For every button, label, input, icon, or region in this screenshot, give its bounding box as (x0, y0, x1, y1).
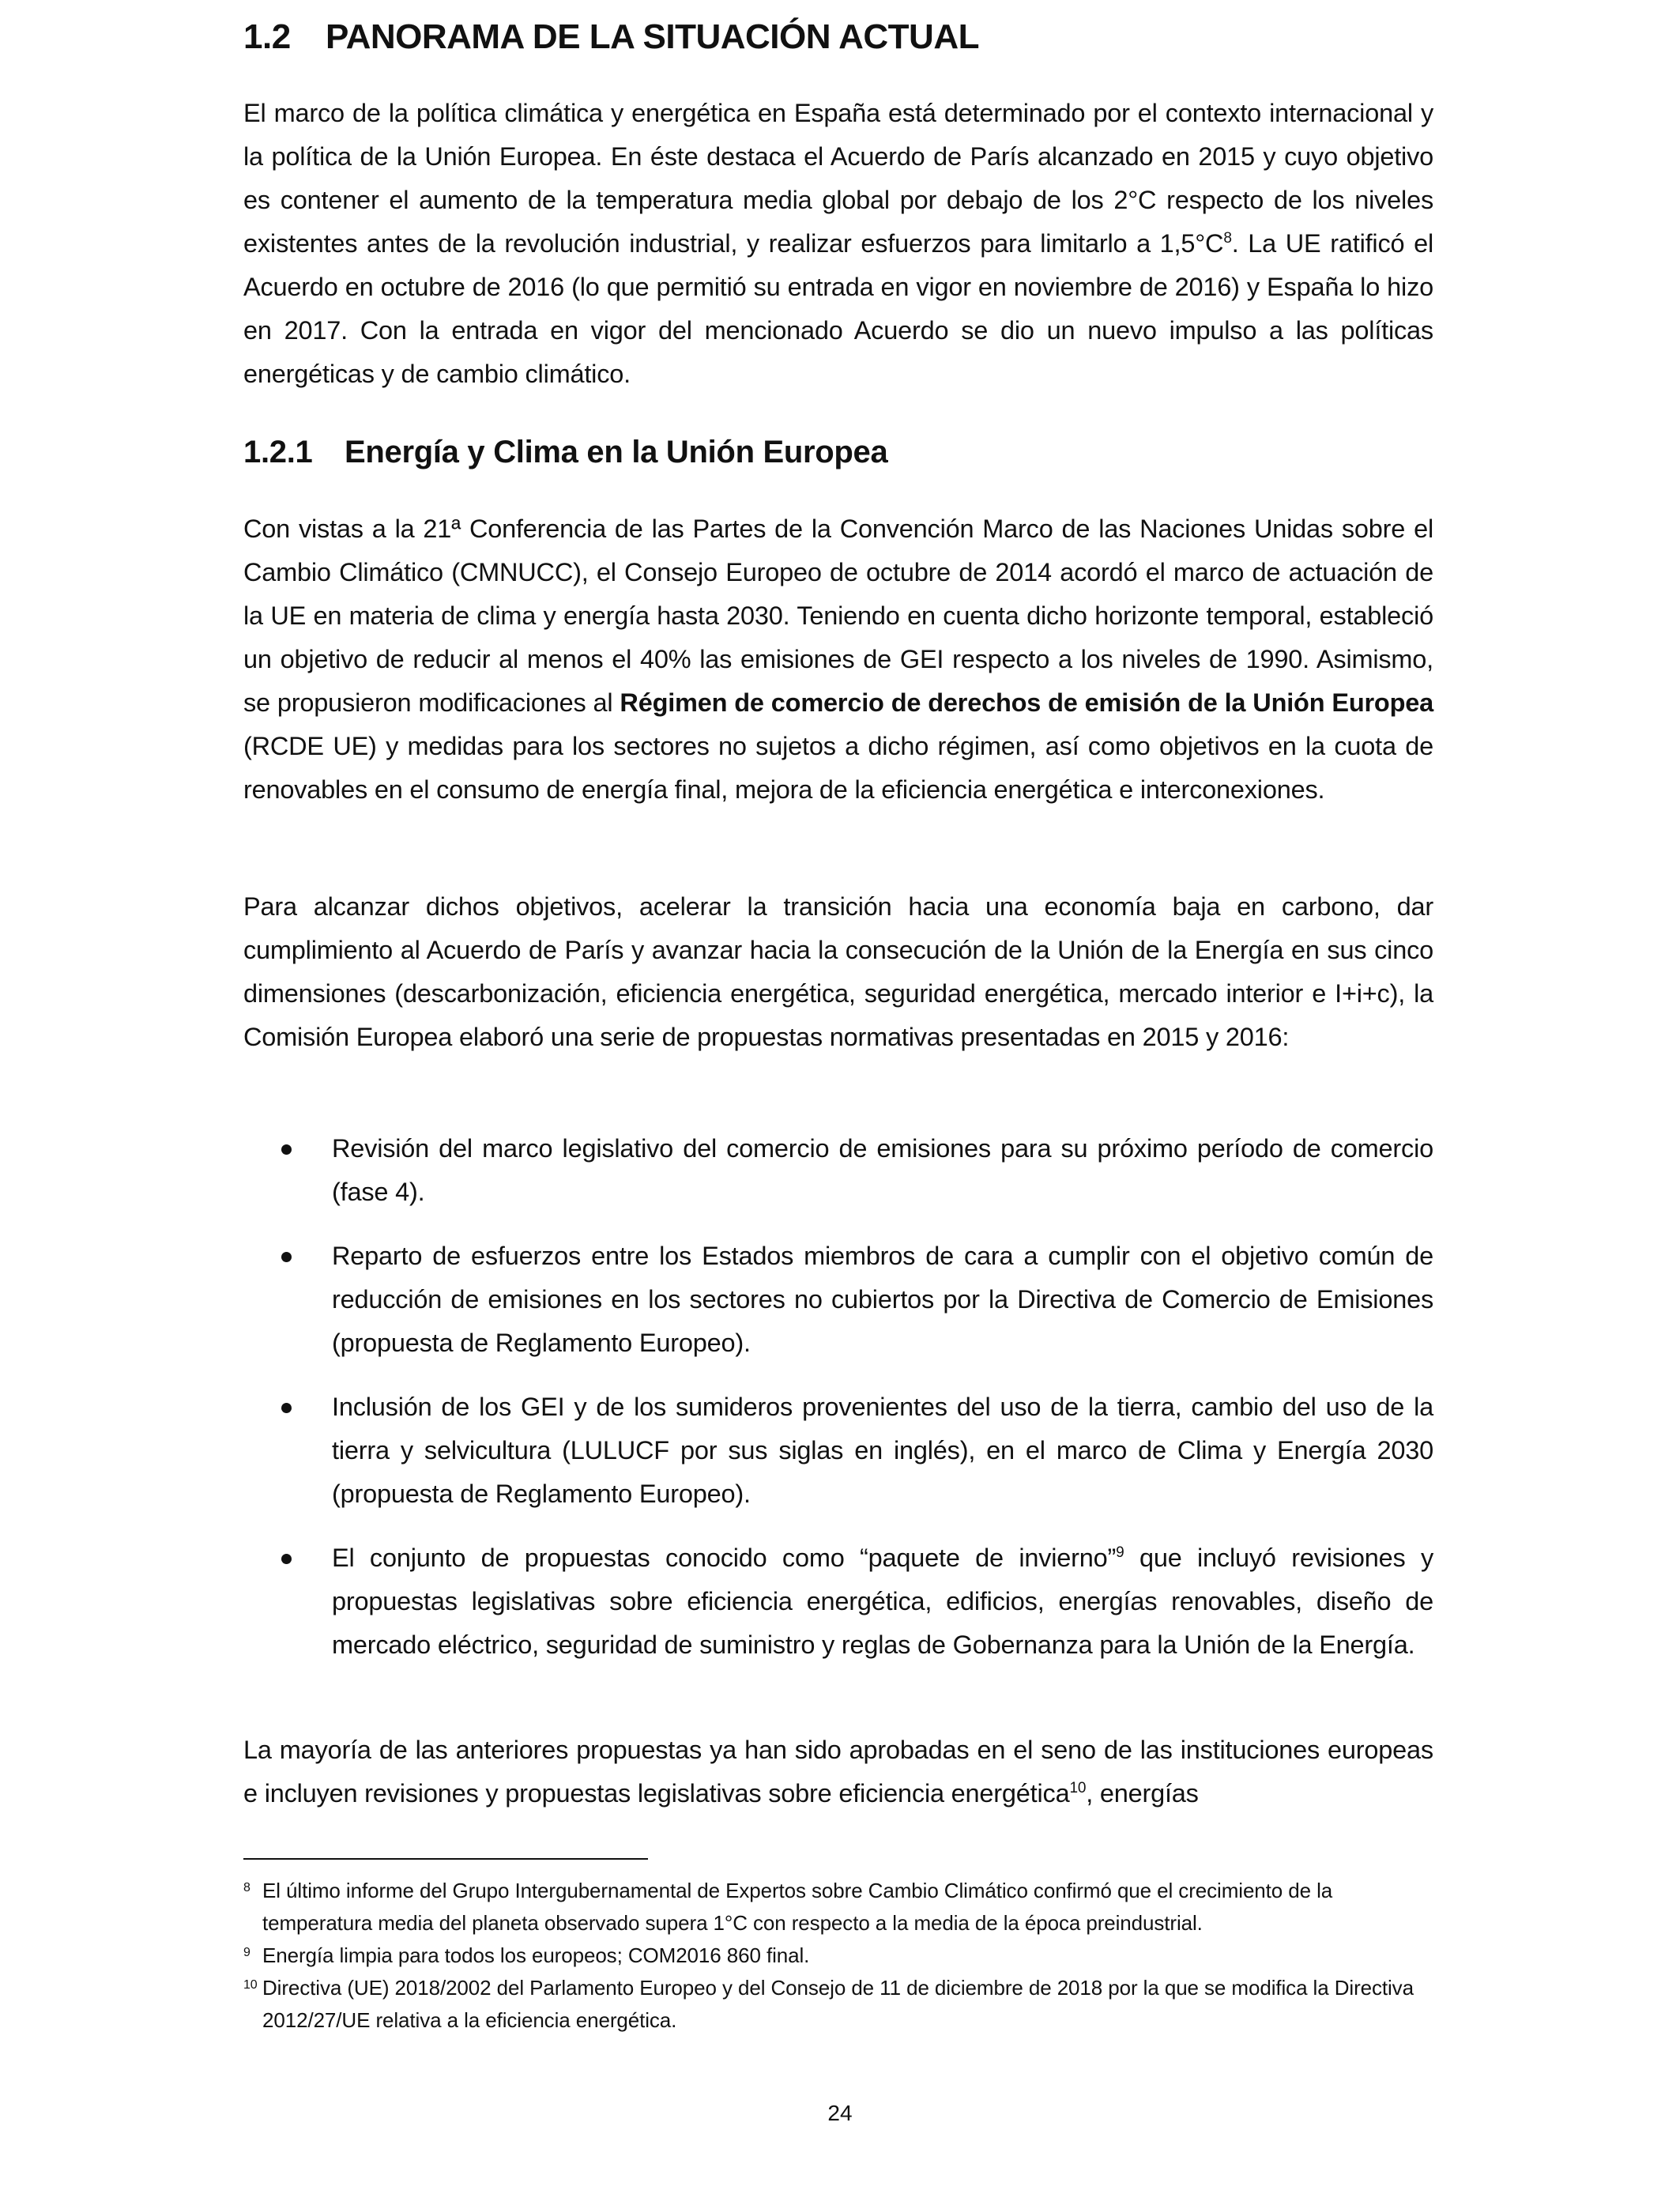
footnote-8 (243, 1875, 1433, 1940)
section-number: 1.2 (243, 17, 291, 56)
footnote-ref-10[interactable]: 10 (1069, 1780, 1087, 1797)
footnote-text: El último informe del Grupo Intergubernamental de Expertos sobre Cambio Climático confirmó que el crecimiento de la temperatura media del planeta observado supera 1°C con respecto a la media de la época preindustrial. (262, 1879, 1333, 1935)
list-item-text: que incluyó revisiones y propuestas legislativas sobre eficiencia energética, edificios, energías renovables, diseño de mercado eléctrico, seguridad de suministro y reglas de Gobernanza para la Unión de la Energía. (332, 1544, 1433, 1659)
bold-term: Régimen de comercio de derechos de emisión de la Unión Europea (620, 688, 1433, 717)
footnote-mark: 8 (243, 1881, 250, 1894)
list-item-text: Revisión del marco legislativo del comercio de emisiones para su próximo período de comercio (fase 4). (332, 1134, 1433, 1206)
paragraph-intro (243, 92, 1433, 396)
footnote-text: Energía limpia para todos los europeos; COM2016 860 final. (262, 1943, 810, 1967)
footnote-text: Directiva (UE) 2018/2002 del Parlamento Europeo y del Consejo de 11 de diciembre de 2018 por la que se modifica la Directiva 2012/27/UE relativa a la eficiencia energética. (262, 1976, 1414, 2032)
list-item-text: Reparto de esfuerzos entre los Estados miembros de cara a cumplir con el objetivo común de reducción de emisiones en los sectores no cubiertos por la Directiva de Comercio de Emisiones (propuesta de Reglamento Europeo). (332, 1242, 1433, 1357)
footnote-mark: 10 (243, 1978, 258, 1992)
list-item (243, 1127, 1433, 1214)
footnote-ref-9[interactable]: 9 (1116, 1544, 1124, 1562)
section-title: PANORAMA DE LA SITUACIÓN ACTUAL (326, 17, 979, 56)
subsection-heading (243, 435, 1429, 470)
paragraph-text: La mayoría de las anteriores propuestas ya han sido aprobadas en el seno de las instituciones europeas e incluyen revisiones y propuestas legislativas sobre eficiencia energética (243, 1736, 1433, 1808)
list-item-text: El conjunto de propuestas conocido como “paquete de invierno” (332, 1544, 1117, 1572)
paragraph-text: Con vistas a la 21ª Conferencia de las Partes de la Convención Marco de las Naciones Unidas sobre el Cambio Climático (CMNUCC), el Consejo Europeo de octubre de 2014 acordó el marco de actuación de la UE en materia de clima y energía hasta 2030. Teniendo en cuenta dicho horizonte temporal, estableció un objetivo de reducir al menos el 40% las emisiones de GEI respecto a los niveles de 1990. Asimismo, se propusieron modificaciones al (243, 515, 1433, 717)
list-item (243, 1536, 1433, 1667)
section-heading (243, 17, 1429, 57)
footnotes (243, 1875, 1433, 2037)
bullet-icon (281, 1144, 292, 1155)
bullet-icon (281, 1252, 292, 1262)
list-item-text: Inclusión de los GEI y de los sumideros provenientes del uso de la tierra, cambio del uso de la tierra y selvicultura (LULUCF por sus siglas en inglés), en el marco de Clima y Energía 2030 (propuesta de Reglamento Europeo). (332, 1393, 1433, 1508)
footnote-9 (243, 1940, 1433, 1972)
list-item (243, 1385, 1433, 1516)
bullet-icon (281, 1554, 292, 1564)
paragraph-proposals: Para alcanzar dichos objetivos, acelerar la transición hacia una economía baja en carbono, dar cumplimiento al Acuerdo de París y avanzar hacia la consecución de la Unión de la Energía en sus cinco dimensiones (descarbonización, eficiencia energética, seguridad energética, mercado interior e I+i+c), la Comisión Europea elaboró una serie de propuestas normativas presentadas en 2015 y 2016: (243, 892, 1433, 1051)
bullet-icon (281, 1403, 292, 1413)
footnote-separator (243, 1858, 648, 1860)
subsection-title: Energía y Clima en la Unión Europea (345, 435, 888, 469)
paragraph-text: . La UE ratificó el Acuerdo en octubre de 2016 (lo que permitió su entrada en vigor en noviembre de 2016) y España lo hizo en 2017. Con la entrada en vigor del mencionado Acuerdo se dio un nuevo impulso a las políticas energéticas y de cambio climático. (243, 229, 1433, 388)
paragraph-text: (RCDE UE) y medidas para los sectores no sujetos a dicho régimen, así como objetivos en la cuota de renovables en el consumo de energía final, mejora de la eficiencia energética e interconexiones. (243, 732, 1433, 804)
footnote-10 (243, 1972, 1433, 2037)
proposals-list (243, 1127, 1433, 1687)
paragraph-text: El marco de la política climática y energética en España está determinado por el contexto internacional y la política de la Unión Europea. En éste destaca el Acuerdo de París alcanzado en 2015 y cuyo objetivo es contener el aumento de la temperatura media global por debajo de los 2°C respecto de los niveles existentes antes de la revolución industrial, y realizar esfuerzos para limitarlo a 1,5°C (243, 99, 1433, 258)
page-number: 24 (827, 2101, 853, 2125)
paragraph-eu-framework (243, 507, 1433, 812)
subsection-number: 1.2.1 (243, 435, 313, 469)
footnote-ref-8[interactable]: 8 (1223, 230, 1232, 247)
paragraph-text: , energías (1086, 1779, 1199, 1808)
list-item (243, 1235, 1433, 1365)
paragraph-approved (243, 1728, 1433, 1815)
footnote-mark: 9 (243, 1946, 250, 1959)
